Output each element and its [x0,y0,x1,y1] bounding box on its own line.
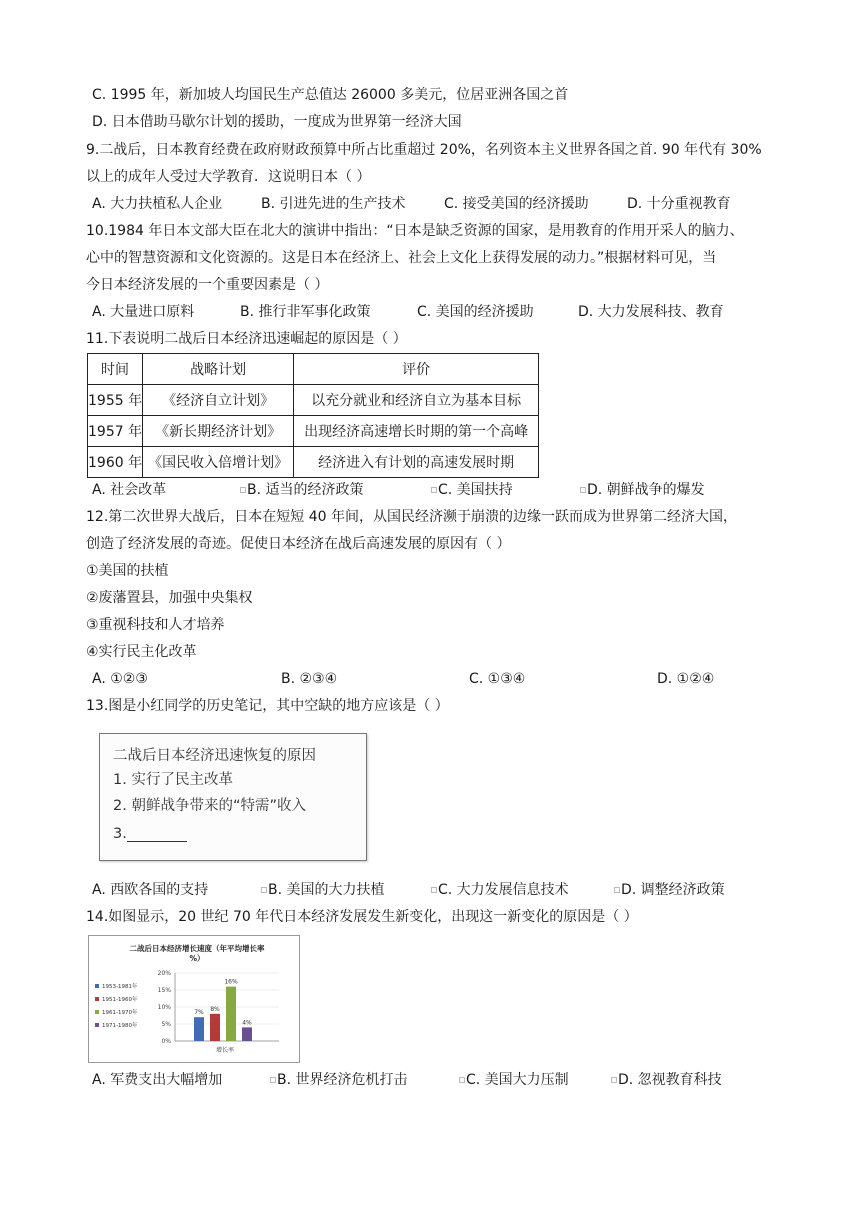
q11-option-c-label: C. 美国扶持 [438,482,513,498]
table-header-row [88,354,539,385]
q9-option-c: C. 接受美国的经济援助 [444,196,589,212]
data-label: 4% [242,1019,252,1027]
q14-stem: 14.如图显示，20 世纪 70 年代日本经济发展发生新变化，出现这一新变化的原因是（ ） [86,909,638,925]
bar [226,987,236,1041]
q10-stem-line2: 心中的智慧资源和文化资源的。这是日本在经济上、社会上文化上获得发展的动力。”根据材料可见，当 [86,250,717,266]
bar [210,1014,220,1041]
table-header-cell: 时间 [88,354,143,385]
q12-option-a: A. ①②③ [92,671,148,687]
table-cell: 1960 年 [88,447,143,478]
q13-option-b [261,880,385,900]
q10-option-b: B. 推行非军事化政策 [240,304,371,320]
legend-label: 1971-1980年 [102,1023,138,1029]
option-marker-icon [240,487,246,493]
table-header-cell: 战略计划 [143,354,294,385]
q8-option-c: C. 1995 年，新加坡人均国民生产总值达 26000 多美元，位居亚洲各国之首 [92,87,569,103]
q11-option-c [431,480,513,500]
q13-stem: 13.图是小红同学的历史笔记，其中空缺的地方应该是（ ） [86,698,449,714]
q14-option-a: A. 军费支出大幅增加 [92,1072,223,1088]
x-axis-label: 增长率 [215,1047,235,1054]
table-row [88,416,539,447]
q14-option-c-label: C. 美国大力压制 [466,1072,569,1088]
q11-option-b-label: B. 适当的经济政策 [247,482,364,498]
chart-title-line2: %） [189,954,205,963]
q9-option-b: B. 引进先进的生产技术 [261,196,406,212]
table-cell: 1955 年 [88,385,143,416]
q11-option-d-label: D. 朝鲜战争的爆发 [587,482,705,498]
y-tick-label: 0% [161,1038,171,1045]
q11-stem: 11.下表说明二战后日本经济迅速崛起的原因是（ ） [86,331,407,347]
q10-stem-line1: 10.1984 年日本文部大臣在北大的演讲中指出：“日本是缺乏资源的国家，是用教育的作用开采人的脑力、 [86,223,744,239]
note-title: 二战后日本经济迅速恢复的原因 [113,748,316,764]
legend-label: 1953-1981年 [102,984,138,990]
table-row [88,447,539,478]
q8-option-d: D. 日本借助马歇尔计划的援助，一度成为世界第一经济大国 [92,114,462,130]
q14-option-b [270,1070,408,1090]
q12-option-b: B. ②③④ [281,671,338,687]
table-row [88,385,539,416]
table-header-cell: 评价 [294,354,539,385]
chart-title-line1: 二战后日本经济增长速度（年平均增长率 [129,944,265,953]
growth-rate-chart-svg [89,936,301,1064]
table-cell: 《国民收入倍增计划》 [143,447,294,478]
option-marker-icon [614,887,620,893]
q11-option-a: A. 社会改革 [92,482,167,498]
q14-option-d-label: D. 忽视教育科技 [618,1072,722,1088]
y-tick-label: 10% [157,1004,171,1011]
option-marker-icon [431,487,437,493]
q10-option-a: A. 大量进口原料 [92,304,195,320]
legend-label: 1961-1970年 [102,1010,138,1016]
q12-item-3: ③重视科技和人才培养 [86,617,225,633]
answer-blank [127,827,187,842]
note-item-3-number: 3. [113,826,127,842]
option-marker-icon [611,1077,617,1083]
q13-option-c-label: C. 大力发展信息技术 [438,882,569,898]
q12-stem-line2: 创造了经济发展的奇迹。促使日本经济在战后高速发展的原因有（ ） [86,536,511,552]
table-cell: 《经济自立计划》 [143,385,294,416]
q11-option-b [240,480,364,500]
data-label: 8% [210,1005,220,1013]
q10-option-c: C. 美国的经济援助 [417,304,534,320]
option-marker-icon [431,887,437,893]
table-cell: 1957 年 [88,416,143,447]
q13-option-b-label: B. 美国的大力扶植 [268,882,385,898]
note-item-3 [113,826,187,842]
note-item-2: 2. 朝鲜战争带来的“特需”收入 [113,798,306,814]
table-cell: 以充分就业和经济自立为基本目标 [294,385,539,416]
q14-option-b-label: B. 世界经济危机打击 [277,1072,408,1088]
q12-option-d: D. ①②④ [657,671,715,687]
table-cell: 经济进入有计划的高速发展时期 [294,447,539,478]
legend-label: 1951-1960年 [102,997,138,1003]
history-note-card [99,733,367,861]
q9-stem-line2: 以上的成年人受过大学教育．这说明日本（ ） [86,169,371,185]
y-tick-label: 20% [157,970,171,977]
q14-option-c [459,1070,569,1090]
legend-swatch [95,984,99,988]
option-marker-icon [261,887,267,893]
q9-stem-line1: 9.二战后，日本教育经费在政府财政预算中所占比重超过 20%，名列资本主义世界各国之首. 90 年代有 30% [86,142,762,158]
table-cell: 出现经济高速增长时期的第一个高峰 [294,416,539,447]
legend-swatch [95,997,99,1001]
table-cell: 《新长期经济计划》 [143,416,294,447]
q12-option-c: C. ①③④ [469,671,526,687]
q13-option-d-label: D. 调整经济政策 [621,882,725,898]
legend-swatch [95,1010,99,1014]
q12-stem-line1: 12.第二次世界大战后，日本在短短 40 年间，从国民经济濒于崩溃的边缘一跃而成为世界第二经济大国， [86,509,737,525]
option-marker-icon [580,487,586,493]
bar [194,1017,204,1041]
q11-plan-table [87,353,539,478]
q14-option-d [611,1070,722,1090]
bar [242,1027,252,1041]
option-marker-icon [270,1077,276,1083]
q11-option-d [580,480,705,500]
legend-swatch [95,1023,99,1027]
note-item-1: 1. 实行了民主改革 [113,772,233,788]
q12-item-1: ①美国的扶植 [86,563,169,579]
q10-stem-line3: 今日本经济发展的一个重要因素是（ ） [86,277,329,293]
q12-item-2: ②废藩置县，加强中央集权 [86,590,253,606]
q13-option-c [431,880,569,900]
q10-option-d: D. 大力发展科技、教育 [578,304,724,320]
data-label: 16% [224,978,238,986]
q12-item-4: ④实行民主化改革 [86,644,197,660]
y-tick-label: 15% [157,987,171,994]
q9-option-d: D. 十分重视教育 [627,196,731,212]
y-tick-label: 5% [161,1021,171,1028]
q9-option-a: A. 大力扶植私人企业 [92,196,223,212]
data-label: 7% [194,1009,204,1017]
growth-rate-chart [88,935,300,1063]
option-marker-icon [459,1077,465,1083]
q13-option-a: A. 西欧各国的支持 [92,882,209,898]
q13-option-d [614,880,725,900]
